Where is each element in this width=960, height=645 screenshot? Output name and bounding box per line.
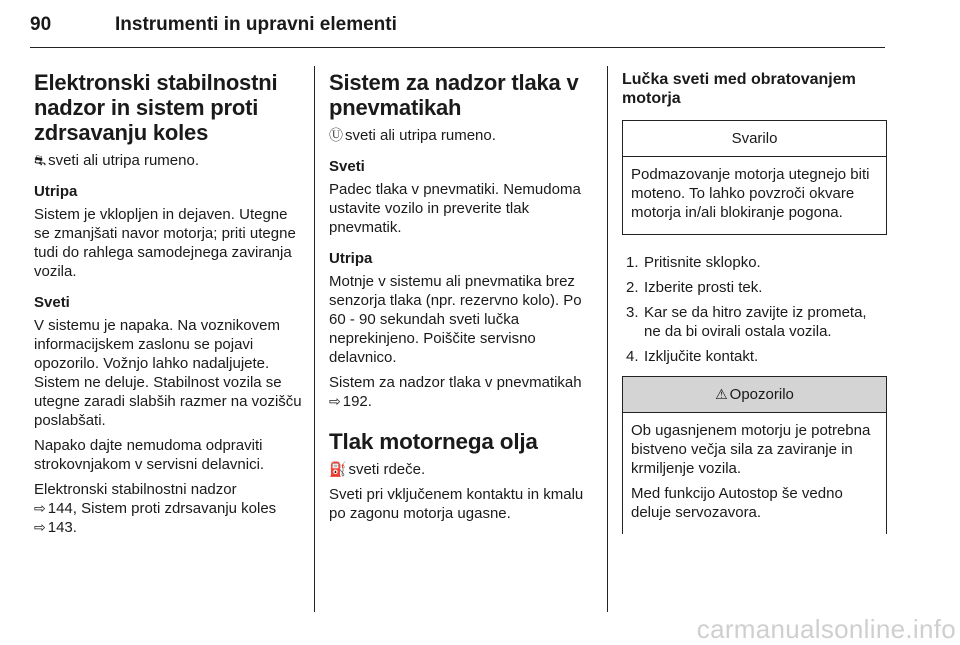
esc-intro: ⛐ sveti ali utripa rumeno. bbox=[34, 152, 199, 169]
caution-title: Svarilo bbox=[623, 121, 886, 157]
tpms-intro: Ⓤ sveti ali utripa rumeno. bbox=[329, 127, 496, 144]
tpms-flash-title: Utripa bbox=[329, 250, 373, 267]
column-tpms bbox=[329, 70, 594, 529]
warning-title: ⚠ Opozorilo bbox=[623, 377, 886, 413]
list-item: 2. Izberite prosti tek. bbox=[626, 279, 763, 296]
list-item: 3. Kar se da hitro zavijte iz prometa, ne da bi ovirali ostala vozila. bbox=[626, 304, 867, 340]
tpms-lit-text: Padec tlaka v pnevmatiki. Nemudoma ustavite vozilo in preverite tlak pnevmatik. bbox=[329, 181, 581, 236]
column-divider-1 bbox=[314, 66, 315, 612]
oil-pressure-heading: Tlak motornega olja bbox=[329, 429, 538, 454]
oil-text: Sveti pri vključenem kontaktu in kmalu po zagonu motorja ugasne. bbox=[329, 486, 584, 522]
esc-lit-text2: Napako dajte nemudoma odpraviti strokovnjakom v servisni delavnici. bbox=[34, 437, 265, 473]
caution-box bbox=[622, 120, 887, 235]
column-esc bbox=[34, 70, 302, 543]
page-ref-icon: ⇨ bbox=[34, 500, 46, 516]
column-divider-2 bbox=[607, 66, 608, 612]
chapter-title: Instrumenti in upravni elementi bbox=[115, 14, 397, 35]
oil-intro: ⛽ sveti rdeče. bbox=[329, 461, 426, 478]
warning-text-1: Ob ugasnjenem motorju je potrebna bistveno večja sila za zaviranje in krmiljenje vozila. bbox=[631, 422, 871, 477]
oil-can-icon: ⛽ bbox=[329, 461, 347, 477]
esc-lit-text: V sistemu je napaka. Na voznikovem informacijskem zaslonu se pojavi opozorilo. Vožnjo lahko nadaljujete. Sistem ne deluje. Stabilnost vozila se utegne zaradi slabših razmer na vozišču poslabšati. bbox=[34, 317, 302, 429]
tpms-lit-title: Sveti bbox=[329, 158, 365, 175]
esc-flash-title: Utripa bbox=[34, 183, 78, 200]
page-header bbox=[30, 10, 885, 40]
warning-text-2: Med funkcijo Autostop še vedno deluje servozavora. bbox=[631, 485, 843, 521]
page-ref-icon: ⇨ bbox=[34, 519, 46, 535]
warning-triangle-icon: ⚠ bbox=[715, 386, 728, 402]
esc-lit-title: Sveti bbox=[34, 294, 70, 311]
column-oil-running bbox=[622, 70, 887, 534]
esc-crossref: Elektronski stabilnostni nadzor ⇨ 144, Sistem proti zdrsavanju koles ⇨ 143. bbox=[34, 481, 277, 536]
watermark: carmanualsonline.info bbox=[696, 614, 956, 644]
esc-flash-text: Sistem je vklopljen in dejaven. Utegne se zmanjšati navor motorja; priti utegne tudi do rahlega samodejnega zaviranja vozila. bbox=[34, 206, 296, 280]
tpms-heading: Sistem za nadzor tlaka v pnevmatikah bbox=[329, 70, 579, 120]
steps-list bbox=[622, 253, 887, 366]
page-number: 90 bbox=[30, 14, 52, 35]
list-item: 1. Pritisnite sklopko. bbox=[626, 254, 761, 271]
esc-heading: Elektronski stabilnostni nadzor in sistem proti zdrsavanju koles bbox=[34, 70, 278, 145]
page-ref-icon: ⇨ bbox=[329, 393, 341, 409]
tpms-crossref: Sistem za nadzor tlaka v pnevmatikah ⇨ 192. bbox=[329, 374, 582, 410]
header-divider bbox=[30, 47, 885, 48]
list-item: 4. Izključite kontakt. bbox=[626, 348, 759, 365]
caution-text: Podmazovanje motorja utegnejo biti moteno. To lahko povzroči okvare motorja in/ali blokiranje pogona. bbox=[631, 166, 870, 221]
tire-pressure-icon: Ⓤ bbox=[329, 127, 343, 143]
oil-running-heading: Lučka sveti med obratovanjem motorja bbox=[622, 71, 856, 107]
warning-box bbox=[622, 376, 887, 534]
traction-control-icon: ⛐ bbox=[34, 152, 47, 168]
tpms-flash-text: Motnje v sistemu ali pnevmatika brez senzorja tlaka (npr. rezervno kolo). Po 60 - 90 sekundah sveti lučka neprekinjeno. Poiščite servisno delavnico. bbox=[329, 273, 582, 366]
